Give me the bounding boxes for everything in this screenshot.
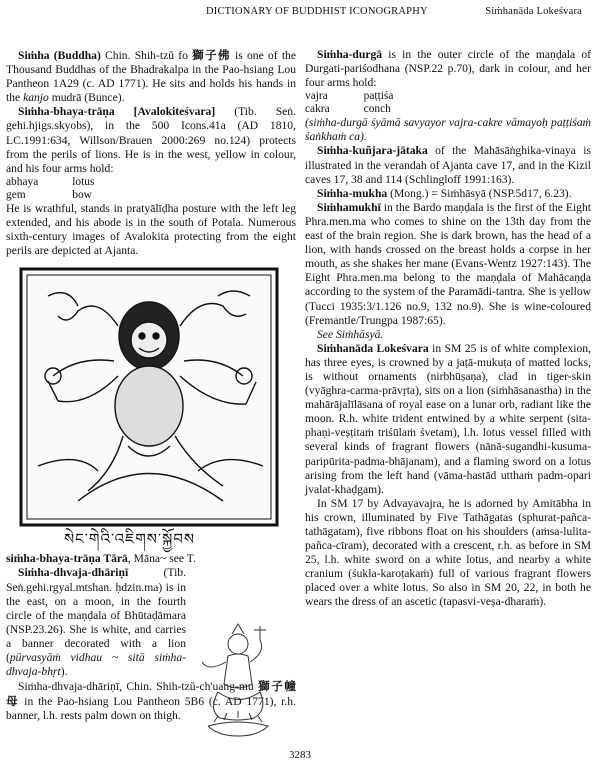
page-header xyxy=(90,6,582,17)
dictionary-title: DICTIONARY OF BUDDHIST ICONOGRAPHY xyxy=(206,6,428,17)
entry-headword: Siṁha-bhaya-trāṇa [Avalokiteśvara] xyxy=(18,105,216,119)
entry-simha-durga xyxy=(305,48,591,90)
page-number: 3283 xyxy=(289,749,311,761)
chinese-characters: 獅子佛 xyxy=(192,48,231,62)
entry-text: (Tib. Seṅ.gehi.rgyal.mtshan. ḥdzin.ma) is in the east, on a moon, in the fourth circle of the maṇḍala of Bhūtaḍāmara (NSP.23.26). She is white, and carries a banner decorated with a lion ( xyxy=(6,566,186,664)
entry-text: mudrā (Bunce). xyxy=(48,91,125,105)
entry-simha-bhaya-trana-tara xyxy=(6,552,296,566)
entry-text: (Tib. Seṅ. gehi.hjigs.skyobs), in the 500 Icons.41a (AD 1810, LC.1991:634, Willson/Brauen 2000:269 no.124) protects from the perils of lions. He is in the west, yellow in colour, and his four arms hold: xyxy=(6,105,296,175)
entry-text: in the Pao-hsiang Lou Pantheon 5B6 (c. AD 1771), r.h. banner, l.h. rests palm down on thigh. xyxy=(6,695,296,723)
entry-simha-dhvaja-dharini xyxy=(6,566,186,679)
entry-simhanada-lokesvara xyxy=(305,342,591,497)
running-head: Siṁhanāda Lokeśvara xyxy=(485,6,582,17)
chinese-characters: 獅子幢母 xyxy=(6,679,296,709)
deity-sketch-illustration xyxy=(188,622,288,742)
tibetan-caption: སེང་གེའི་འཇིགས་སྐྱོབས xyxy=(64,530,195,549)
table-cell: paṭṭiśa xyxy=(363,90,394,103)
entry-simha-bhaya-trana xyxy=(6,105,296,175)
entry-text: , Māna~ see T. xyxy=(127,552,196,566)
entry-simha-mukha xyxy=(305,187,591,201)
woodblock-illustration xyxy=(18,266,280,528)
entry-italic: kanjo xyxy=(23,91,49,105)
entry-sm17-paragraph: In SM 17 by Advayavajra, he is adorned by Amitābha in his crown, illuminated by Five Tathāgatas (sphurat-pañca-tathāgatam), five ribbons float on his shoulders (aṁsa-lulita-pañca-cīram), decorated with a crescent, r.h. as before in SM 25, l.h. white sword on a white lotus, and nearby a white cranium (śukla-karoṭakaṁ) full of various fragrant flowers placed over a white lotus. So also in SM 20, 22, in both he wears the dress of an ascetic (tapasvi-veṣa-dharaṁ). xyxy=(305,496,591,609)
entry-headword: Siṁha-dhvaja-dhāriṇī xyxy=(18,566,129,580)
table-cell: cakra xyxy=(305,103,330,116)
entry-headword: Siṁhamukhī xyxy=(317,200,381,214)
entry-text: Chin. Shih-tzŭ fo xyxy=(100,49,193,62)
right-column xyxy=(305,48,591,610)
attribute-table xyxy=(6,176,128,202)
entry-simhamukhi xyxy=(305,201,591,328)
entry-headword: Siṁha-mukha xyxy=(317,186,388,200)
table-cell: vajra xyxy=(305,90,328,103)
entry-text: is in the outer circle of the maṇḍala of Durgati-pariśodhana (NSP.22 p.70), dark in colour, and her four arms hold: xyxy=(305,48,591,90)
see-reference: See Siṁhāsyā. xyxy=(317,327,384,341)
entry-text: of the Mahāsāṅghika-vinaya is illustrated in the verandah of Ajanta cave 17, and in the Kizil caves 17, 38 and 114 (Schlingloff 1991:163). xyxy=(305,144,591,186)
table-cell: abhaya xyxy=(6,175,39,188)
entry-text: is one of the Thousand Buddhas of the Bhadrakalpa in the Pao-hsiang Lou Pantheon 1A29 (c. AD 1771). He sits and holds his hands in the xyxy=(6,49,296,105)
entry-headword: Siṁha (Buddha) xyxy=(18,49,101,62)
entry-simha-buddha xyxy=(6,48,296,105)
entry-italic: pūrvasyāṁ vidhau ~ sitā siṁha-dhvaja-bhṛt xyxy=(6,650,186,679)
entry-text: in SM 25 is of white complexion, has three eyes, is crowned by a jaṭā-mukuṭa of matted locks, is without ornaments (nirbhūṣaṇa), clad in tiger-skin (vyāghra-carma-prāvṛta), sits on a lion (siṁhāsanastha) in the mahārājalīlāsana of royal ease on a lunar orb, radiant like the moon. R.h. white trident entwined by a white serpent (sita-phaṇi-veṣṭitaṁ triśūlaṁ śvetam), l.h. lotus vessel filled with several kinds of fragrant flowers (nānā-sugandhi-kusuma-paripūrita-padma-bhājanam), and a flaming sword on a lotus arising from the left hand (vāma-hastād utthaṁ padm-opari jvalat-khaḍgam). xyxy=(305,341,591,496)
entry-simha-kunjara-jataka xyxy=(305,144,591,186)
entry-text: (Mong.) = Siṁhāsyā (NSP.5d17, 6.23). xyxy=(387,186,572,200)
table-cell: lotus xyxy=(72,175,95,188)
table-cell: gem xyxy=(6,188,26,201)
entry-continuation: He is wrathful, stands in pratyālīḍha posture with the left leg extended, and his abode is in the south of Potala. Numerous sixth-century images of Avalokita protecting from the eight perils are depicted at Ajanta. xyxy=(6,201,296,258)
entry-text: Siṁha-dhvaja-dhāriṇī, Chin. Shih-tzŭ-ch'uang-mu xyxy=(18,680,259,694)
entry-headword: Siṁhanāda Lokeśvara xyxy=(317,341,429,355)
entry-headword: Siṁha-kuñjara-jātaka xyxy=(317,144,428,158)
table-cell: conch xyxy=(363,103,391,116)
entry-text: ). xyxy=(60,665,68,679)
table-cell: bow xyxy=(72,188,92,201)
sanskrit-quote: (siṁha-durgā śyāmā savyayor vajra-cakre vāmayoḥ paṭṭiśaṁ śaṅkhaṁ ca). xyxy=(305,116,591,144)
entry-headword: siṁha-bhaya-trāṇa Tārā xyxy=(6,552,128,566)
entry-headword: Siṁha-durgā xyxy=(317,48,383,61)
attribute-table xyxy=(305,90,427,116)
entry-text: in the Bardo maṇḍala is the first of the Eight Phra.men.ma who comes to shine on the 13th day from the east of the brain region. She is dark brown, has the head of a lion, with hands crossed on the breast holds a corpse in her mouth, as she shakes her mane (Evans-Wentz 1927:143). The Eight Phra.men.ma belong to the maṇḍala of Mahācaṇḍa according to the system of the Paramādi-tantra. She is yellow (Tucci 1935:3/1.126 no.9, 132 no.9). She is wine-coloured (Fremantle/Trungpa 1987:65). xyxy=(305,200,591,327)
